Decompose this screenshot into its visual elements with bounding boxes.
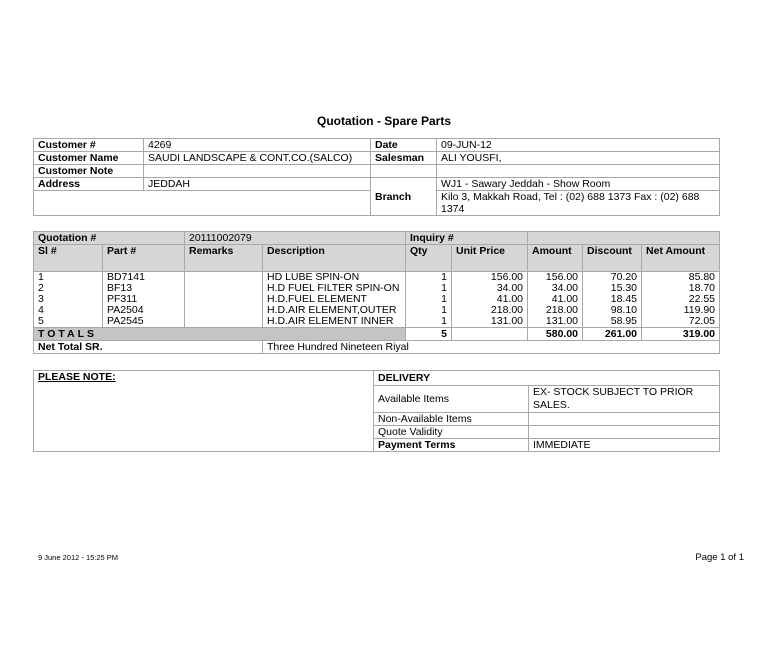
col-part: Part # <box>103 245 185 272</box>
cell-net: 72.05 <box>642 316 720 328</box>
cell-sl: 2 <box>34 283 103 294</box>
cell-amount: 131.00 <box>528 316 583 328</box>
cell-qty: 1 <box>406 272 452 284</box>
cell-net: 85.80 <box>642 272 720 284</box>
net-total-words: Three Hundred Nineteen Riyal <box>263 341 720 354</box>
please-note-label: PLEASE NOTE: <box>38 371 116 383</box>
table-row <box>34 305 720 316</box>
print-timestamp: 9 June 2012 - 15:25 PM <box>38 553 119 562</box>
table-row <box>34 272 720 284</box>
validity-value <box>529 426 720 439</box>
document-title: Quotation - Spare Parts <box>316 114 452 128</box>
cell-unit-price: 218.00 <box>452 305 528 316</box>
cell-description: H.D.FUEL ELEMENT <box>263 294 406 305</box>
col-unit-price: Unit Price <box>452 245 528 272</box>
customer-no-value: 4269 <box>144 139 371 152</box>
totals-unit-price <box>452 328 528 341</box>
note-delivery-table <box>33 370 720 452</box>
items-table <box>33 231 720 354</box>
col-net-amount: Net Amount <box>642 245 720 272</box>
date-label: Date <box>371 139 437 152</box>
address-value: JEDDAH <box>144 178 371 191</box>
cell-discount: 98.10 <box>583 305 642 316</box>
branch-label: Branch <box>371 178 437 216</box>
branch-line3: 1374 <box>441 203 465 215</box>
please-note-cell <box>34 371 374 452</box>
branch-address <box>437 191 720 216</box>
cell-qty: 1 <box>406 294 452 305</box>
cell-description: HD LUBE SPIN-ON <box>263 272 406 284</box>
table-row <box>34 294 720 305</box>
cell-sl: 4 <box>34 305 103 316</box>
cell-unit-price: 41.00 <box>452 294 528 305</box>
cell-description: H.D.AIR ELEMENT,OUTER <box>263 305 406 316</box>
cell-part: BD7141 <box>103 272 185 284</box>
table-row <box>34 283 720 294</box>
cell-qty: 1 <box>406 316 452 328</box>
cell-remarks <box>185 294 263 305</box>
col-sl: Sl # <box>34 245 103 272</box>
cell-unit-price: 34.00 <box>452 283 528 294</box>
customer-note-value <box>144 165 371 178</box>
column-header-row <box>34 245 720 272</box>
cell-net: 119.90 <box>642 305 720 316</box>
non-available-label: Non-Available Items <box>374 413 529 426</box>
customer-note-row <box>34 165 720 178</box>
validity-label: Quote Validity <box>374 426 529 439</box>
date-value: 09-JUN-12 <box>437 139 720 152</box>
branch-line1: WJ1 - Sawary Jeddah - Show Room <box>437 178 720 191</box>
empty-cell <box>371 165 437 178</box>
quotation-no: 20111002079 <box>185 232 406 245</box>
cell-remarks <box>185 272 263 284</box>
cell-discount: 58.95 <box>583 316 642 328</box>
col-description: Description <box>263 245 406 272</box>
totals-row <box>34 328 720 341</box>
cell-description: H.D FUEL FILTER SPIN-ON <box>263 283 406 294</box>
cell-net: 18.70 <box>642 283 720 294</box>
note-header-row <box>34 371 720 386</box>
cell-amount: 34.00 <box>528 283 583 294</box>
customer-name-row <box>34 152 720 165</box>
cell-unit-price: 156.00 <box>452 272 528 284</box>
inquiry-label: Inquiry # <box>406 232 528 245</box>
cell-part: PF311 <box>103 294 185 305</box>
table-row <box>34 316 720 328</box>
payment-label: Payment Terms <box>374 439 529 452</box>
totals-net: 319.00 <box>642 328 720 341</box>
salesman-label: Salesman <box>371 152 437 165</box>
col-amount: Amount <box>528 245 583 272</box>
cell-net: 22.55 <box>642 294 720 305</box>
quotation-header-row <box>34 232 720 245</box>
non-available-value <box>529 413 720 426</box>
cell-part: BF13 <box>103 283 185 294</box>
page-number: Page 1 of 1 <box>695 552 744 563</box>
cell-discount: 15.30 <box>583 283 642 294</box>
quotation-label: Quotation # <box>34 232 185 245</box>
net-total-row <box>34 341 720 354</box>
cell-amount: 156.00 <box>528 272 583 284</box>
totals-amount: 580.00 <box>528 328 583 341</box>
customer-no-label: Customer # <box>34 139 144 152</box>
cell-qty: 1 <box>406 283 452 294</box>
branch-line2: Kilo 3, Makkah Road, Tel : (02) 688 1373 Fax : (02) 688 <box>441 191 700 203</box>
address-label: Address <box>34 178 144 191</box>
address-row <box>34 178 720 191</box>
customer-name-value: SAUDI LANDSCAPE & CONT.CO.(SALCO) <box>144 152 371 165</box>
salesman-value: ALI YOUSFI, <box>437 152 720 165</box>
cell-unit-price: 131.00 <box>452 316 528 328</box>
cell-amount: 41.00 <box>528 294 583 305</box>
customer-note-label: Customer Note <box>34 165 144 178</box>
cell-sl: 5 <box>34 316 103 328</box>
cell-discount: 70.20 <box>583 272 642 284</box>
address-extra <box>34 191 371 216</box>
payment-value: IMMEDIATE <box>529 439 720 452</box>
cell-qty: 1 <box>406 305 452 316</box>
cell-sl: 1 <box>34 272 103 284</box>
delivery-header: DELIVERY <box>374 371 720 386</box>
cell-amount: 218.00 <box>528 305 583 316</box>
col-discount: Discount <box>583 245 642 272</box>
cell-sl: 3 <box>34 294 103 305</box>
available-label: Available Items <box>374 386 529 413</box>
customer-info-table <box>33 138 720 216</box>
cell-discount: 18.45 <box>583 294 642 305</box>
customer-row <box>34 139 720 152</box>
empty-cell <box>437 165 720 178</box>
net-total-label: Net Total SR. <box>34 341 263 354</box>
cell-remarks <box>185 283 263 294</box>
available-value: EX- STOCK SUBJECT TO PRIOR SALES. <box>529 386 720 413</box>
cell-description: H.D.AIR ELEMENT INNER <box>263 316 406 328</box>
cell-remarks <box>185 305 263 316</box>
totals-label: TOTALS <box>34 328 406 341</box>
cell-part: PA2545 <box>103 316 185 328</box>
col-qty: Qty <box>406 245 452 272</box>
cell-part: PA2504 <box>103 305 185 316</box>
customer-name-label: Customer Name <box>34 152 144 165</box>
totals-qty: 5 <box>406 328 452 341</box>
col-remarks: Remarks <box>185 245 263 272</box>
cell-remarks <box>185 316 263 328</box>
inquiry-no <box>528 232 720 245</box>
totals-discount: 261.00 <box>583 328 642 341</box>
